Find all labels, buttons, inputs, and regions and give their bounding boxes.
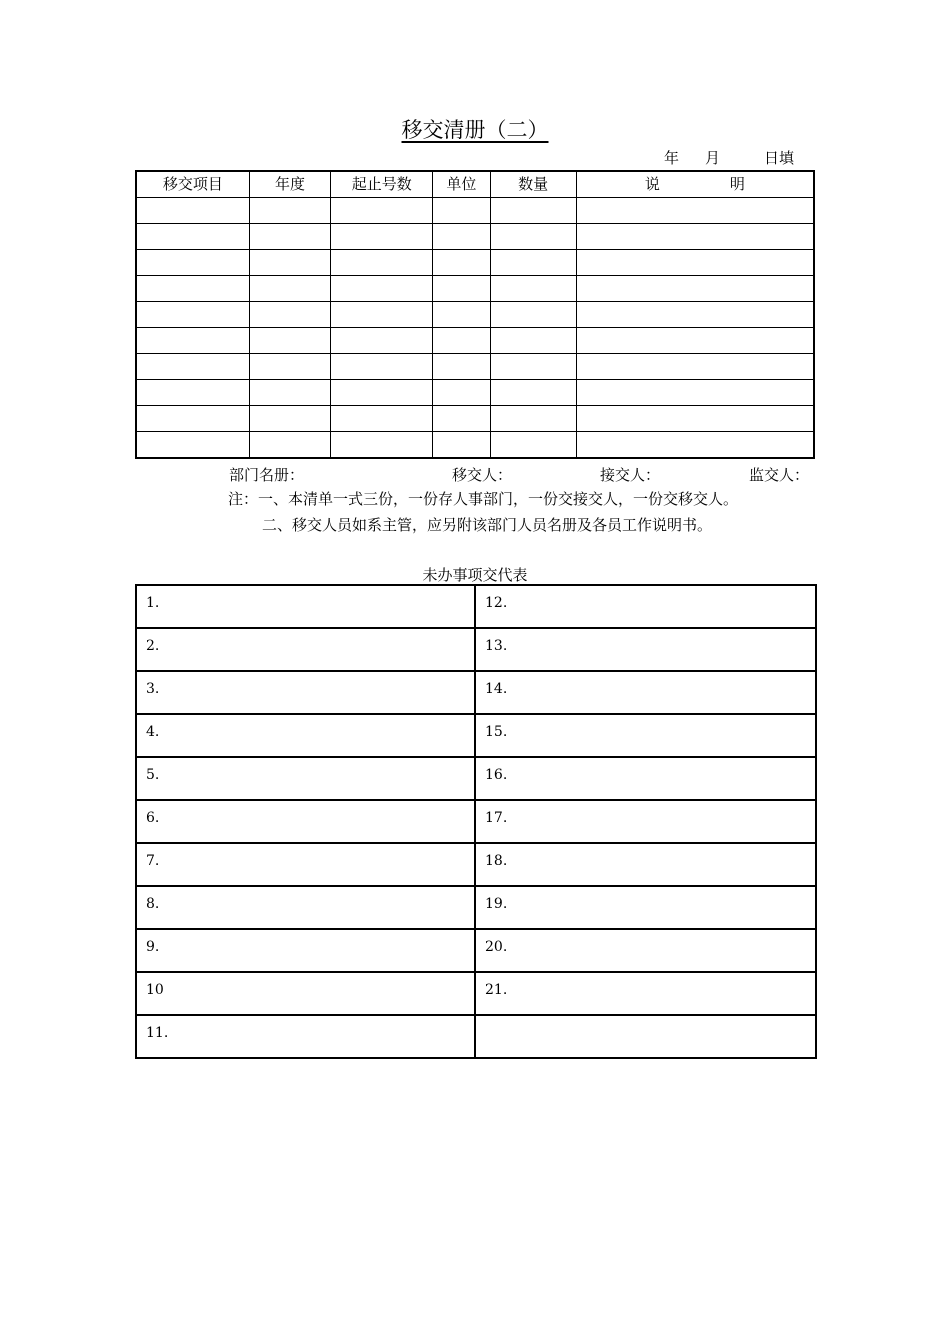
transfer-table-cell[interactable]: [490, 250, 576, 276]
transfer-table-cell[interactable]: [331, 302, 433, 328]
transfer-table-cell[interactable]: [490, 432, 576, 459]
document-title-text: 移交清册（二）: [401, 118, 549, 142]
transfer-table-cell[interactable]: [433, 276, 490, 302]
note-line-2: 二、移交人员如系主管，应另附该部门人员名册及各员工作说明书。: [262, 516, 713, 534]
transfer-table-row: [136, 198, 814, 224]
pending-item-row: [136, 628, 816, 671]
transfer-table-cell[interactable]: [331, 224, 433, 250]
transfer-table-body: [136, 198, 814, 459]
pending-item-row: [136, 972, 816, 1015]
signature-line: [0, 465, 950, 485]
transfer-table-row: [136, 406, 814, 432]
transfer-table-cell[interactable]: [136, 328, 249, 354]
transfer-table-cell[interactable]: [490, 224, 576, 250]
pending-item-number: 14.: [485, 681, 508, 697]
transfer-table-cell[interactable]: [249, 432, 330, 459]
transfer-table-cell[interactable]: [331, 328, 433, 354]
pending-item-cell[interactable]: [475, 800, 816, 843]
document-title: [0, 116, 950, 144]
date-month-label: 月: [705, 149, 721, 167]
pending-item-cell[interactable]: [136, 800, 475, 843]
pending-item-row: [136, 1015, 816, 1058]
transfer-table-cell[interactable]: [576, 224, 814, 250]
transfer-table-cell[interactable]: [331, 406, 433, 432]
pending-item-cell[interactable]: [475, 628, 816, 671]
pending-item-number: 12.: [485, 595, 508, 611]
pending-item-cell[interactable]: [475, 1015, 816, 1058]
pending-item-number: 9.: [146, 939, 160, 955]
pending-item-number: 3.: [146, 681, 160, 697]
pending-item-cell[interactable]: [136, 671, 475, 714]
transfer-table-header-row: [136, 171, 814, 198]
transfer-table-cell[interactable]: [576, 198, 814, 224]
pending-item-cell[interactable]: [136, 1015, 475, 1058]
pending-item-number: 15.: [485, 724, 508, 740]
transfer-table-cell[interactable]: [490, 354, 576, 380]
pending-item-cell[interactable]: [136, 757, 475, 800]
pending-item-number: 10: [146, 982, 164, 998]
transfer-table: [135, 170, 815, 459]
transfer-table-cell[interactable]: [576, 250, 814, 276]
pending-item-cell[interactable]: [475, 671, 816, 714]
transfer-table-cell[interactable]: [490, 328, 576, 354]
transfer-table-cell[interactable]: [249, 224, 330, 250]
transfer-table-cell[interactable]: [490, 302, 576, 328]
transfer-table-row: [136, 354, 814, 380]
transfer-table-cell[interactable]: [576, 432, 814, 459]
pending-item-number: 16.: [485, 767, 508, 783]
pending-item-number: 7.: [146, 853, 160, 869]
pending-item-cell[interactable]: [136, 929, 475, 972]
pending-item-cell[interactable]: [475, 843, 816, 886]
transfer-table-cell[interactable]: [490, 198, 576, 224]
pending-item-row: [136, 843, 816, 886]
pending-items-body: [136, 585, 816, 1058]
pending-item-number: 5.: [146, 767, 160, 783]
pending-item-number: [476, 1016, 815, 1024]
transfer-table-cell[interactable]: [576, 380, 814, 406]
pending-item-number: 13.: [485, 638, 508, 654]
transfer-table-cell[interactable]: [136, 250, 249, 276]
header-unit: 单位: [433, 171, 490, 198]
pending-item-cell[interactable]: [475, 585, 816, 628]
transfer-table-cell[interactable]: [249, 302, 330, 328]
transfer-table-row: [136, 328, 814, 354]
transfer-table-row: [136, 380, 814, 406]
pending-item-row: [136, 585, 816, 628]
transfer-table-row: [136, 302, 814, 328]
transfer-table-cell[interactable]: [136, 198, 249, 224]
transfer-table-cell[interactable]: [136, 406, 249, 432]
pending-item-number: 11.: [146, 1025, 169, 1041]
transfer-table-cell[interactable]: [331, 380, 433, 406]
transfer-table-cell[interactable]: [249, 380, 330, 406]
transfer-table-row: [136, 432, 814, 459]
transfer-table-cell[interactable]: [136, 432, 249, 459]
dept-roster-label: 部门名册：: [229, 466, 305, 484]
transfer-table-cell[interactable]: [576, 406, 814, 432]
header-description: [576, 171, 814, 198]
transfer-table-cell[interactable]: [136, 354, 249, 380]
transfer-table-cell[interactable]: [249, 198, 330, 224]
transfer-table-cell[interactable]: [576, 328, 814, 354]
date-fill-line: [600, 148, 800, 168]
date-day-label: 日填: [764, 149, 795, 167]
note-line-1: 注：一、本清单一式三份，一份存人事部门，一份交接交人，一份交移交人。: [228, 490, 739, 508]
pending-item-number: 21.: [485, 982, 508, 998]
transfer-table-cell[interactable]: [576, 302, 814, 328]
transfer-table-cell[interactable]: [490, 406, 576, 432]
transfer-table-cell[interactable]: [249, 354, 330, 380]
transfer-table-cell[interactable]: [433, 406, 490, 432]
transfer-table-cell[interactable]: [249, 328, 330, 354]
transfer-table-cell[interactable]: [490, 380, 576, 406]
transfer-table-cell[interactable]: [136, 224, 249, 250]
pending-item-cell[interactable]: [136, 843, 475, 886]
pending-item-number: 17.: [485, 810, 508, 826]
transfer-table-row: [136, 224, 814, 250]
transfer-table-cell[interactable]: [331, 250, 433, 276]
transfer-table-cell[interactable]: [136, 380, 249, 406]
transfer-table-cell[interactable]: [433, 224, 490, 250]
pending-item-row: [136, 671, 816, 714]
pending-items-table: [135, 584, 817, 1059]
pending-item-cell[interactable]: [475, 886, 816, 929]
pending-item-cell[interactable]: [475, 757, 816, 800]
transfer-table-cell[interactable]: [331, 432, 433, 459]
receiver-label: 接交人：: [600, 466, 661, 484]
header-description-part2: 明: [729, 175, 745, 193]
transfer-table-cell[interactable]: [433, 198, 490, 224]
pending-item-number: 6.: [146, 810, 160, 826]
pending-item-cell[interactable]: [136, 585, 475, 628]
transfer-table-cell[interactable]: [331, 276, 433, 302]
transfer-table-cell[interactable]: [576, 276, 814, 302]
pending-item-number: 18.: [485, 853, 508, 869]
pending-item-cell[interactable]: [475, 972, 816, 1015]
transfer-table-cell[interactable]: [433, 250, 490, 276]
pending-item-row: [136, 929, 816, 972]
transfer-table-cell[interactable]: [331, 198, 433, 224]
transfer-table-cell[interactable]: [433, 354, 490, 380]
transferor-label: 移交人：: [452, 466, 513, 484]
pending-item-cell[interactable]: [136, 886, 475, 929]
transfer-table-cell[interactable]: [136, 276, 249, 302]
pending-item-number: 4.: [146, 724, 160, 740]
pending-item-number: 2.: [146, 638, 160, 654]
date-year-label: 年: [664, 149, 680, 167]
pending-item-cell[interactable]: [475, 714, 816, 757]
transfer-table-row: [136, 250, 814, 276]
pending-item-row: [136, 800, 816, 843]
pending-item-row: [136, 757, 816, 800]
pending-table-title: 未办事项交代表: [422, 566, 528, 584]
transfer-table-cell[interactable]: [249, 250, 330, 276]
pending-item-number: 20.: [485, 939, 508, 955]
pending-item-number: 1.: [146, 595, 160, 611]
transfer-table-cell[interactable]: [136, 302, 249, 328]
transfer-table-row: [136, 276, 814, 302]
transfer-table-cell[interactable]: [576, 354, 814, 380]
pending-item-cell[interactable]: [136, 628, 475, 671]
pending-item-number: 19.: [485, 896, 508, 912]
pending-item-cell[interactable]: [475, 929, 816, 972]
pending-item-number: 8.: [146, 896, 160, 912]
transfer-table-cell[interactable]: [433, 328, 490, 354]
transfer-table-cell[interactable]: [490, 276, 576, 302]
header-number-range: 起止号数: [331, 171, 433, 198]
header-transfer-item: 移交项目: [136, 171, 249, 198]
pending-item-cell[interactable]: [136, 972, 475, 1015]
transfer-table-cell[interactable]: [433, 380, 490, 406]
header-description-part1: 说: [644, 175, 660, 193]
header-quantity: 数量: [490, 171, 576, 198]
transfer-table-cell[interactable]: [249, 276, 330, 302]
supervisor-label: 监交人：: [749, 466, 810, 484]
pending-item-row: [136, 886, 816, 929]
transfer-table-cell[interactable]: [249, 406, 330, 432]
transfer-table-cell[interactable]: [331, 354, 433, 380]
transfer-table-cell[interactable]: [433, 302, 490, 328]
header-year: 年度: [249, 171, 330, 198]
transfer-table-cell[interactable]: [433, 432, 490, 459]
pending-item-cell[interactable]: [136, 714, 475, 757]
pending-item-row: [136, 714, 816, 757]
